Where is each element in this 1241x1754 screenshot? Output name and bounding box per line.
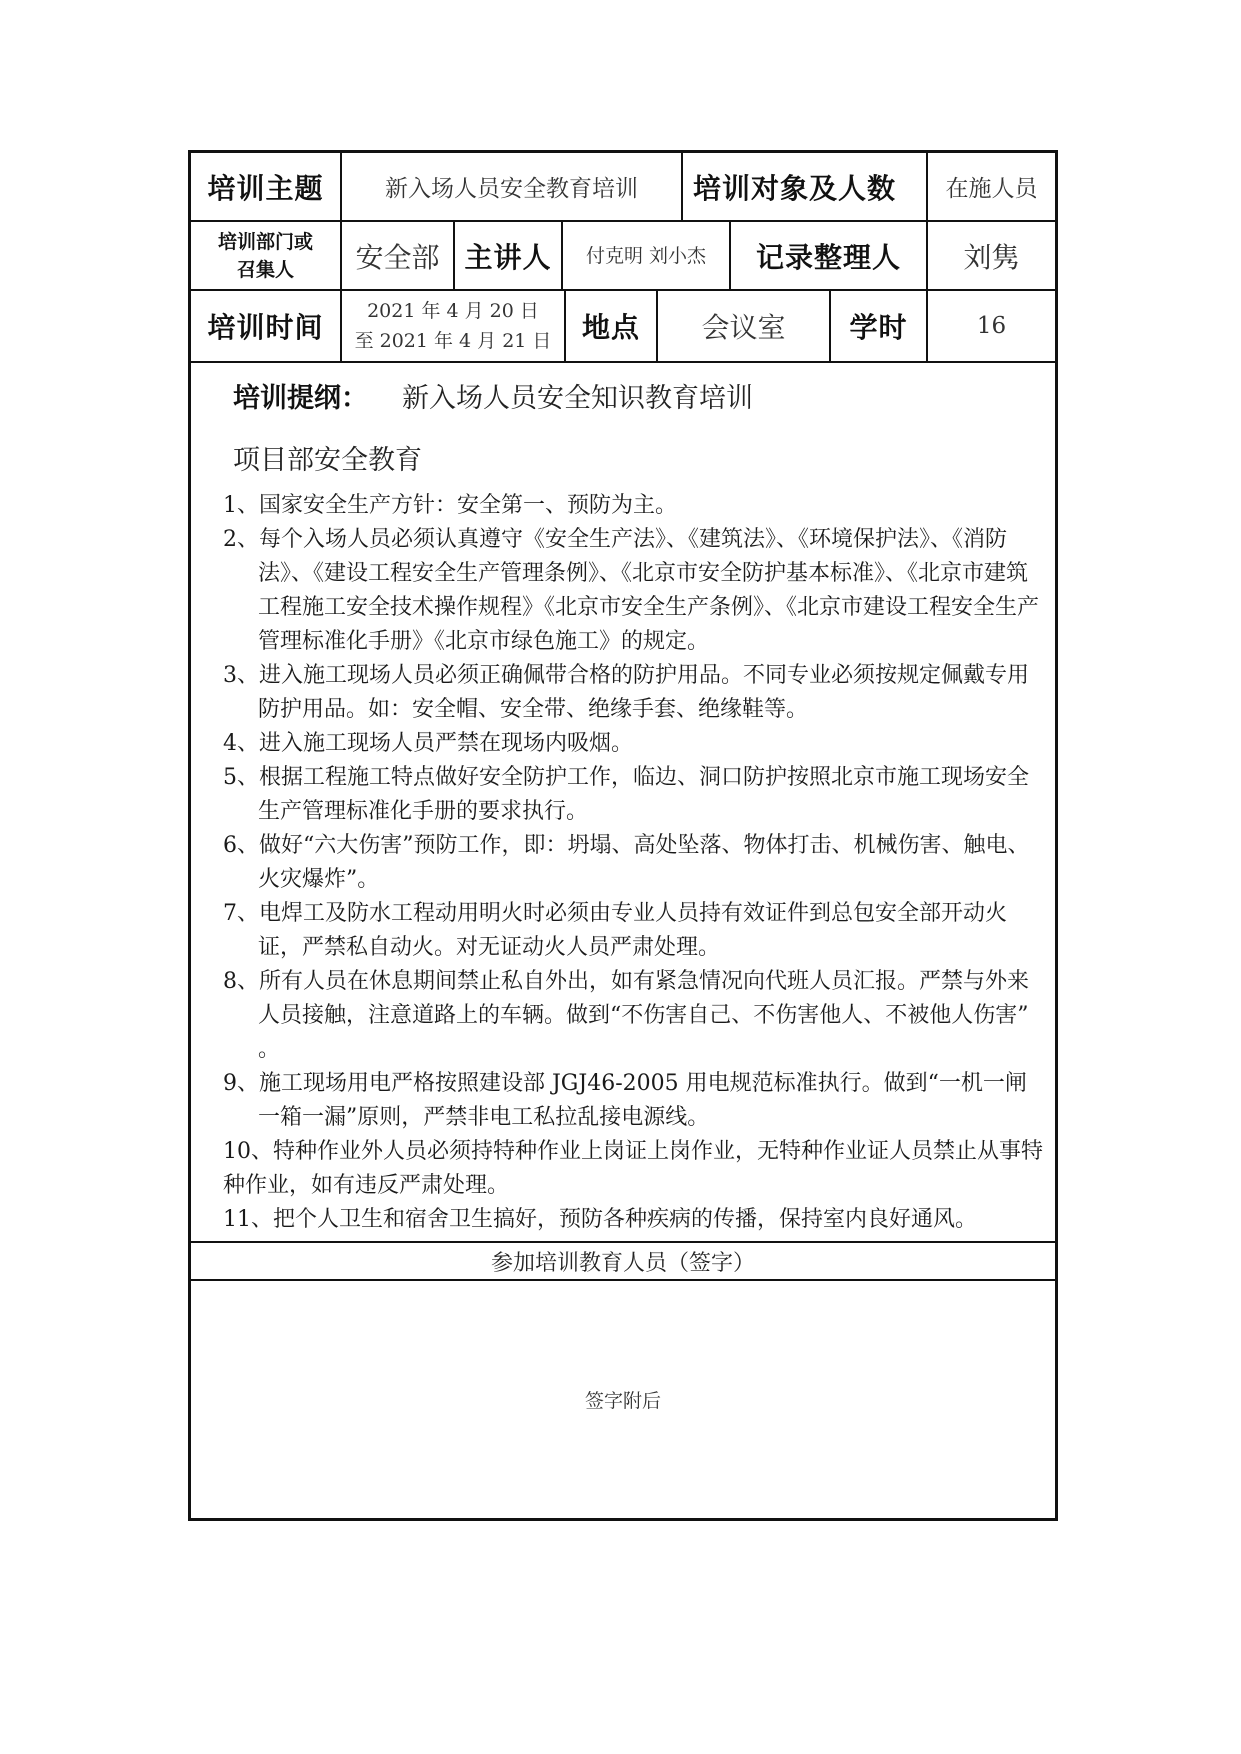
place-value: 会议室: [658, 291, 831, 361]
outline-item: 9、施工现场用电严格按照建设部 JGJ46-2005 用电规范标准执行。做到“一机一闸一箱一漏”原则，严禁非电工私拉乱接电源线。: [223, 1071, 1027, 1130]
row-time: [191, 291, 1055, 363]
audience-label: 培训对象及人数: [683, 153, 928, 220]
topic-value: 新入场人员安全教育培训: [342, 153, 683, 220]
recorder-value: 刘隽: [963, 240, 1020, 274]
outline-item: 1、国家安全生产方针：安全第一、预防为主。: [223, 493, 677, 518]
time-end: 至 2021 年 4 月 21 日: [354, 330, 552, 352]
speaker-label: 主讲人: [455, 222, 563, 289]
outline-item: 6、做好“六大伤害”预防工作，即：坍塌、高处坠落、物体打击、机械伤害、触电、火灾爆炸”。: [223, 833, 1030, 892]
topic-label: 培训主题: [191, 153, 342, 220]
row-topic: [191, 153, 1055, 222]
outline-value: 新入场人员安全知识教育培训: [402, 383, 753, 414]
recorder-label: 记录整理人: [731, 222, 928, 289]
outline-item: 4、进入施工现场人员严禁在现场内吸烟。: [223, 731, 633, 756]
outline-label: 培训提纲：: [233, 383, 368, 414]
outline-heading: [233, 379, 1045, 419]
row-department: [191, 222, 1055, 291]
department-label-line2: 召集人: [236, 258, 294, 281]
hours-value: 16: [976, 313, 1007, 339]
department-label-line1: 培训部门或: [217, 230, 313, 253]
outline-item: 3、进入施工现场人员必须正确佩带合格的防护用品。不同专业必须按规定佩戴专用防护用品。如：安全帽、安全带、绝缘手套、绝缘鞋等。: [223, 663, 1029, 722]
section-title: 项目部安全教育: [233, 445, 422, 476]
outline-item: 5、根据工程施工特点做好安全防护工作，临边、洞口防护按照北京市施工现场安全生产管理标准化手册的要求执行。: [223, 765, 1029, 824]
signature-area: [191, 1281, 1055, 1518]
outline-item: 11、把个人卫生和宿舍卫生搞好，预防各种疾病的传播，保持室内良好通风。: [223, 1207, 977, 1232]
time-value: [342, 291, 566, 361]
department-value: 安全部: [342, 222, 455, 289]
signature-header: 参加培训教育人员（签字）: [191, 1243, 1055, 1281]
time-label: 培训时间: [191, 291, 342, 361]
time-start: 2021 年 4 月 20 日: [367, 300, 539, 322]
audience-value: 在施人员: [945, 176, 1038, 202]
outline-item: 2、每个入场人员必须认真遵守《安全生产法》、《建筑法》、《环境保护法》、《消防法》、《建设工程安全生产管理条例》、《北京市安全防护基本标准》、《北京市建筑工程施工安全技术操作规程》《北京市安全生产条例》、《北京市建设工程安全生产管理标准化手册》《北京市绿色施工》的规定。: [223, 527, 1040, 654]
outline-item: 8、所有人员在休息期间禁止私自外出，如有紧急情况向代班人员汇报。严禁与外来人员接触，注意道路上的车辆。做到“不伤害自己、不伤害他人、不被他人伤害” 。: [223, 969, 1029, 1062]
speaker-value: 付克明 刘小杰: [563, 222, 731, 289]
hours-label: 学时: [831, 291, 928, 361]
training-record-form: [188, 150, 1058, 1521]
outline-item: 7、电焊工及防水工程动用明火时必须由专业人员持有效证件到总包安全部开动火证，严禁私自动火。对无证动火人员严肃处理。: [223, 901, 1007, 960]
place-label: 地点: [566, 291, 658, 361]
outline-items: [223, 489, 1045, 1237]
department-label: [191, 222, 342, 289]
outline-item: 10、特种作业外人员必须持特种作业上岗证上岗作业，无特种作业证人员禁止从事特种作业，如有违反严肃处理。: [223, 1139, 1043, 1198]
signature-note: 签字附后: [584, 1390, 661, 1412]
training-outline: [191, 363, 1055, 1243]
